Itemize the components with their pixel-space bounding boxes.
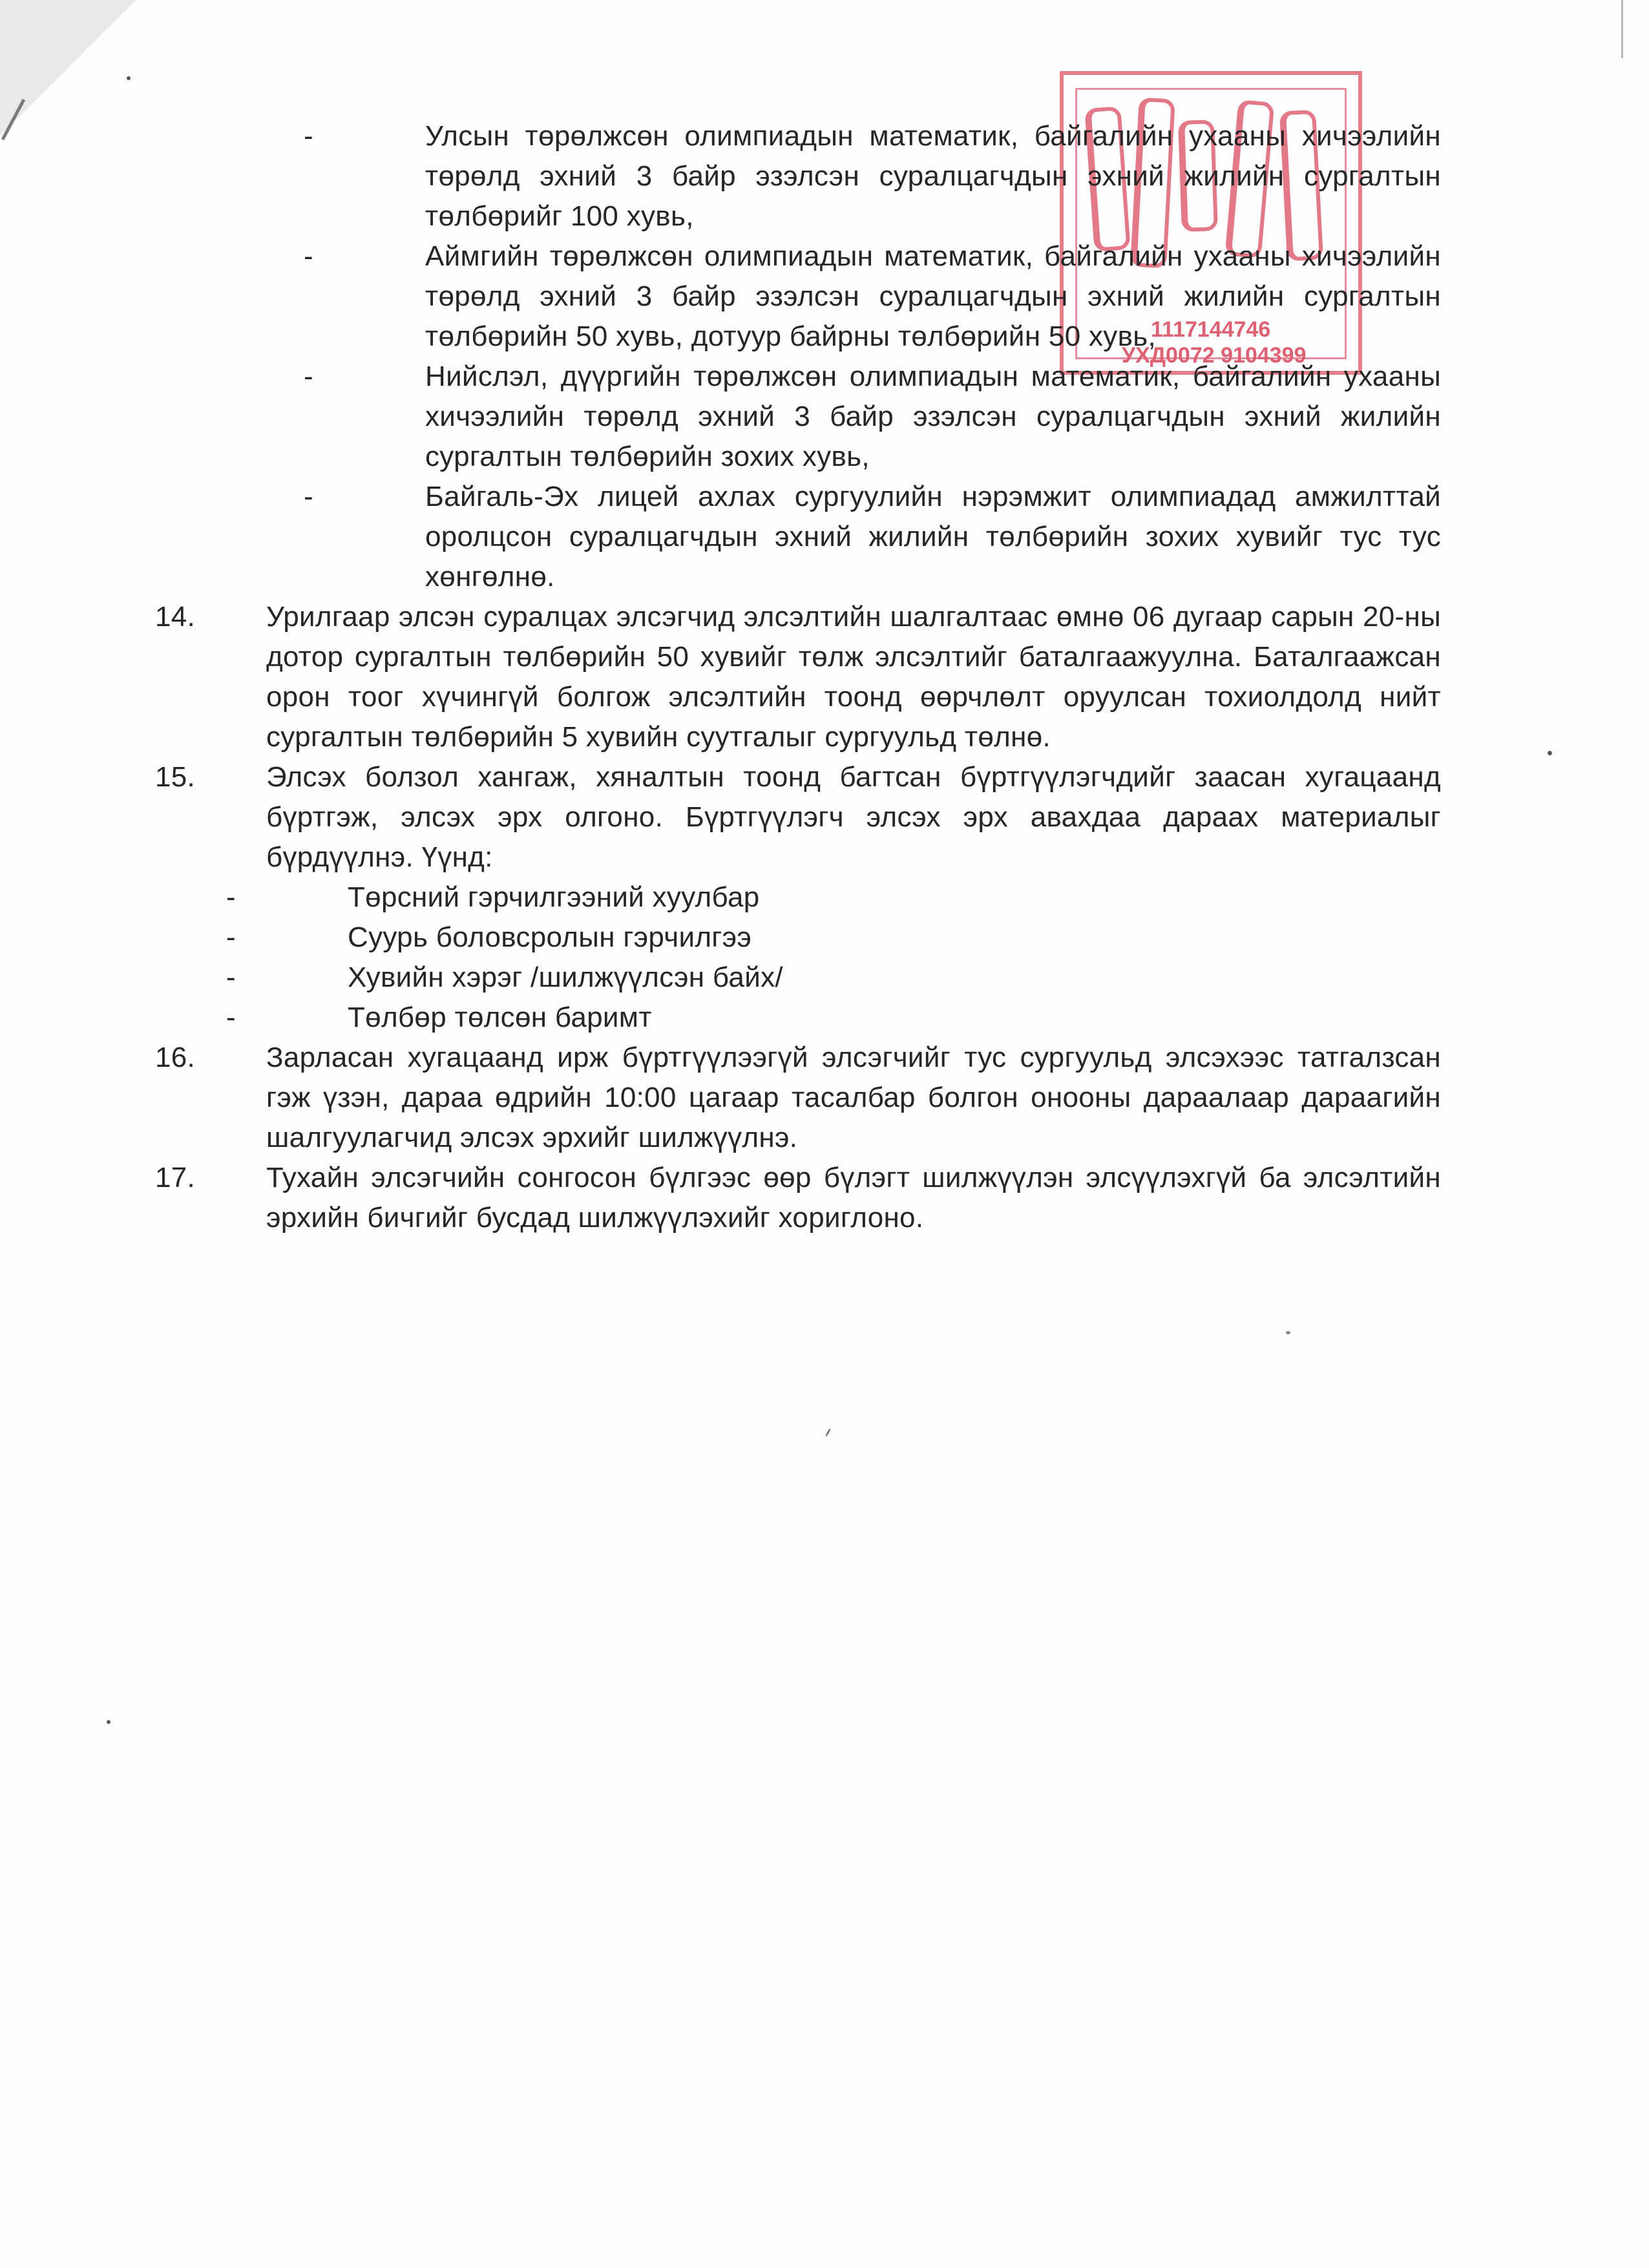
document-body bbox=[155, 116, 1441, 1238]
bullet-text: Улсын төрөлжсөн олимпиадын математик, байгалийн ухааны хичээлийн төрөлд эхний 3 байр эзэлсэн суралцагчдын эхний жилийн сургалтын төлбөрийг 100 хувь, bbox=[425, 120, 1441, 232]
item-text: Тухайн элсэгчийн сонгосон бүлгээс өөр бүлэгт шилжүүлэн элсүүлэхгүй ба элсэлтийн эрхийн бичгийг бусдад шилжүүлэхийг хориглоно. bbox=[266, 1162, 1441, 1234]
required-documents-list bbox=[226, 877, 1441, 1038]
bullet-dash: - bbox=[226, 961, 236, 993]
bullet-dash: - bbox=[304, 361, 313, 392]
bullet-text: Нийслэл, дүүргийн төрөлжсөн олимпиадын математик, байгалийн ухааны хичээлийн төрөлд эхний 3 байр эзэлсэн суралцагчдын эхний жилийн сургалтын төлбөрийн зохих хувь, bbox=[425, 361, 1441, 472]
bullet-text: Төрсний гэрчилгээний хуулбар bbox=[348, 881, 760, 913]
item-text: Урилгаар элсэн суралцах элсэгчид элсэлтийн шалгалтаас өмнө 06 дугаар сарын 20-ны дотор сургалтын төлбөрийн 50 хувийг төлж элсэлтийг баталгаажуулна. Баталгаажсан орон тоог хүчингүй болгож элсэлтийн тоонд өөрчлөлт оруулсан тохиолдолд нийт сургалтын төлбөрийн 5 хувийн суутгалыг сургуульд төлнө. bbox=[266, 601, 1441, 753]
scan-speck bbox=[107, 1720, 110, 1724]
scan-speck bbox=[1548, 751, 1552, 755]
list-item bbox=[226, 918, 1441, 958]
numbered-item-14 bbox=[155, 597, 1441, 757]
numbered-item-16 bbox=[155, 1038, 1441, 1158]
bullet-dash: - bbox=[226, 921, 236, 953]
item-text: Элсэх болзол хангаж, хяналтын тоонд багтсан бүртгүүлэгчдийг заасан хугацаанд бүртгэж, элсэх эрх олгоно. Бүртгүүлэгч элсэх эрх авахдаа дараах материалыг бүрдүүлнэ. Үүнд: bbox=[266, 761, 1441, 873]
bullet-text: Хувийн хэрэг /шилжүүлсэн байх/ bbox=[348, 961, 783, 993]
bullet-text: Төлбөр төлсөн баримт bbox=[348, 1002, 652, 1033]
bullet-dash: - bbox=[304, 481, 313, 512]
scan-speck bbox=[1286, 1331, 1290, 1334]
list-item bbox=[226, 357, 1441, 477]
scan-speck bbox=[825, 1428, 832, 1437]
bullet-text: Байгаль-Эх лицей ахлах сургуулийн нэрэмжит олимпиадад амжилттай оролцсон суралцагчдын эхний жилийн төлбөрийн зохих хувийг тус тус хөнгөлнө. bbox=[425, 481, 1441, 593]
discount-bullet-list bbox=[226, 116, 1441, 597]
bullet-dash: - bbox=[304, 240, 313, 272]
scan-speck bbox=[127, 76, 131, 80]
item-number: 14. bbox=[155, 601, 196, 633]
bullet-text: Суурь боловсролын гэрчилгээ bbox=[348, 921, 752, 953]
bullet-dash: - bbox=[304, 120, 313, 152]
list-item bbox=[226, 477, 1441, 597]
list-item bbox=[226, 877, 1441, 918]
bullet-dash: - bbox=[226, 1002, 236, 1033]
stamp-number-line-2: УХД0072 9104399 bbox=[1122, 343, 1307, 368]
list-item bbox=[226, 236, 1441, 357]
item-number: 15. bbox=[155, 761, 196, 793]
list-item bbox=[226, 958, 1441, 998]
item-text: Зарласан хугацаанд ирж бүртгүүлээгүй элсэгчийг тус сургуульд элсэхээс татгалзсан гэж үзэн, дараа өдрийн 10:00 цагаар тасалбар болгон онооны дараалаар дараагийн шалгуулагчид элсэх эрхийг шилжүүлнэ. bbox=[266, 1042, 1441, 1153]
item-number: 17. bbox=[155, 1162, 196, 1193]
item-number: 16. bbox=[155, 1042, 196, 1073]
bullet-dash: - bbox=[226, 881, 236, 913]
list-item bbox=[226, 116, 1441, 236]
scan-edge-mark bbox=[1621, 0, 1623, 58]
list-item bbox=[226, 998, 1441, 1038]
scan-corner-fold bbox=[0, 0, 136, 136]
bullet-text: Аймгийн төрөлжсөн олимпиадын математик, байгалийн ухааны хичээлийн төрөлд эхний 3 байр эзэлсэн суралцагчдын эхний жилийн сургалтын төлбөрийн 50 хувь, дотуур байрны төлбөрийн 50 хувь, bbox=[425, 240, 1441, 352]
numbered-item-15 bbox=[155, 757, 1441, 877]
numbered-item-17 bbox=[155, 1158, 1441, 1238]
stamp-number-line-1: 1117144746 bbox=[1151, 317, 1271, 342]
